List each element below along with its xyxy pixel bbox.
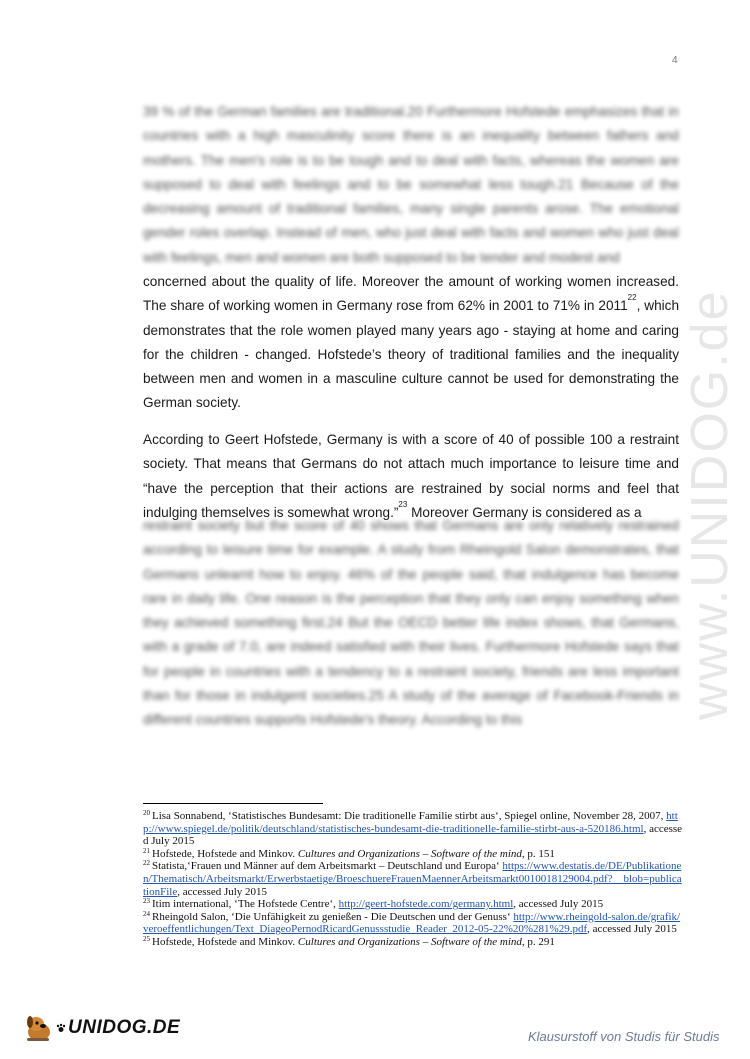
paragraph-2 [143,428,679,525]
blurred-paragraph-top: 39 % of the German families are traditional.20 Furthermore Hofstede emphasizes that in countries with a high masculinity score there is an inequality between fathers and mothers. The men's role is to be tough and to deal with facts, whereas the women are supposed to deal with feelings and to be somewhat less tough.21 Because of the decreasing amount of traditional families, many single parents arose. The emotional gender roles overlap. Instead of men, who just deal with facts and women who just deal with feelings, men and women are both supposed to be tender and modest and [143,104,679,265]
footnote-text: Rheingold Salon, ‘Die Unfähigkeit zu genießen - Die Deutschen und der Genuss‘ [152,910,514,923]
footnote-text: Lisa Sonnabend, ‘Statistisches Bundesamt: Die traditionelle Familie stirbt aus‘, Spiegel online, November 28, 2007, [152,810,667,822]
footnote-text: , p. 151 [521,847,555,860]
paragraph-1-text-b: , which demonstrates that the role women played many years ago - staying at home and caring for the children - changed. Hofstede’s theory of traditional families and the inequality between men and women in a masculine culture cannot be used for demonstrating the German society. [143,298,680,411]
logo-text: UNIDOG.DE [68,1017,181,1038]
footnote-text: , p. 291 [521,935,555,948]
footnote-text: , accessed July 2015 [587,923,677,936]
footnotes [143,810,683,949]
footnote-number: 24 [143,909,150,918]
footnote-text: , accessed July 2015 [143,822,683,848]
footnote-book-title: Cultures and Organizations – Software of the mind [297,847,522,860]
footnote-book-title: Cultures and Organizations – Software of the mind [297,935,522,948]
footnote-text: Hofstede, Hofstede and Minkov. [152,847,298,860]
footer-tagline: Klausurstoff von Studis für Studis [528,1029,720,1044]
paragraph-1 [143,270,679,416]
footnote-divider [143,803,323,804]
page-number: 4 [672,55,678,66]
watermark: www.UNIDOG.de [681,289,739,720]
footnote-link[interactable]: http://www.rheingold-salon.de/grafik/veroeffentlichungen/Text_DiageoPernodRicardGenussstudie_Reader_2012-05-22%20%281%29.pdf [143,910,681,936]
footnote-number: 21 [143,846,150,855]
footnote-number: 23 [143,897,150,906]
blurred-paragraph-bottom: restraint society but the score of 40 shows that Germans are only relatively restrained according to leisure time for example. A study from Rheingold Salon demonstrates, that Germans unlearnt how to enjoy. 46% of the people said, that indulgence has become rare in daily life. One reason is the perception that they only can enjoy something when they achieved something first.24 But the OECD better life index shows, that Germans, with a grade of 7.0, are indeed satisfied with their lives. Furthermore Hofstede says that for people in countries with a tendency to a restraint society, friends are less important than for those in indulgent societies.25 A study of the average of Facebook-Friends in different countries supports Hofstede's theory. According to this [143,518,679,728]
footnote-link[interactable]: http://www.spiegel.de/politik/deutschland/statistisches-bundesamt-die-traditionelle-familie-stirbt-aus-a-520186.html [143,810,678,835]
footnote-number: 20 [143,809,150,817]
footnote-22 [143,860,683,898]
footnote-number: 25 [143,934,150,943]
footnote-21 [143,848,683,861]
paragraph-2-text-a: According to Geert Hofstede, Germany is with a score of 40 of possible 100 a restraint society. That means that Germans do not attach much importance to leisure time and “have the perception that their actions are restrained by social norms and feel that indulging themselves is somewhat wrong.” [143,432,679,520]
footnote-text: Itim international, ‘The Hofstede Centre‘, [152,898,339,911]
blurred-text-top [143,100,679,270]
dog-mascot-icon [22,1011,56,1045]
footnote-24 [143,911,683,936]
footnote-23 [143,898,683,911]
footnote-number: 22 [143,859,150,868]
footnote-text: , accessed July 2015 [513,898,604,911]
paragraph-1-text-a: concerned about the quality of life. Moreover the amount of working women increased. The share of working women in Germany rose from 62% in 2001 to 71% in 2011 [143,274,679,314]
paragraph-2-text-b: Moreover Germany is considered as a [407,504,642,520]
footnote-text: , accessed July 2015 [177,885,268,898]
footnote-link[interactable]: http://geert-hofstede.com/germany.html [338,898,514,911]
footnote-ref-23[interactable]: 23 [398,499,408,509]
footnote-ref-22[interactable]: 22 [627,293,637,303]
paw-icon [56,1023,66,1033]
footnote-20 [143,810,683,848]
footnote-text: Hofstede, Hofstede and Minkov. [152,935,298,948]
footnote-text: Statista,‘Frauen und Männer auf dem Arbeitsmarkt – Deutschland und Europa‘ [152,860,503,873]
unidog-logo [22,1010,180,1046]
footnote-link[interactable]: https://www.destatis.de/DE/Publikationen/Thematisch/Arbeitsmarkt/Erwerbstaetige/BroeschuereFrauenMaennerArbeitsmarkt0010018129004.pdf?__blob=publicationFile [143,860,682,898]
footnote-25 [143,936,683,949]
blurred-text-bottom [143,514,679,733]
